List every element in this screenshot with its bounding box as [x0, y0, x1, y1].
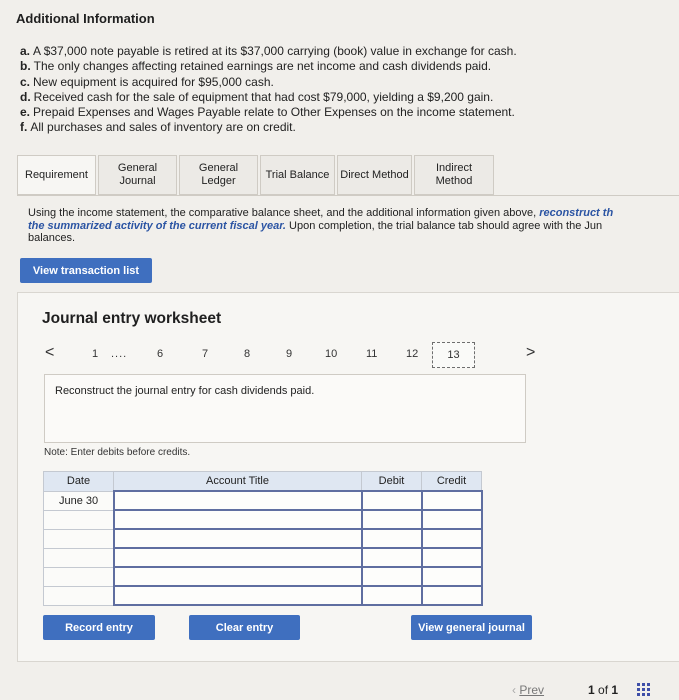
date-cell[interactable]: June 30	[44, 491, 114, 510]
entry-prompt: Reconstruct the journal entry for cash dividends paid.	[44, 374, 526, 443]
table-row	[44, 567, 482, 586]
pager-prev-icon[interactable]: <	[45, 344, 55, 361]
credit-column-header: Credit	[422, 472, 482, 492]
account-title-input[interactable]	[114, 529, 362, 548]
tab-requirement[interactable]: Requirement	[17, 155, 96, 195]
date-cell	[44, 529, 114, 548]
info-item: a. A $37,000 note payable is retired at its $37,000 carrying (book) value in exchange for cash.	[20, 44, 517, 58]
pager-page-8[interactable]: 8	[244, 348, 251, 360]
table-row	[44, 529, 482, 548]
credit-input[interactable]	[422, 586, 482, 605]
info-item: b. The only changes affecting retained earnings are net income and cash dividends paid.	[20, 59, 492, 74]
info-item: f. All purchases and sales of inventory are on credit.	[20, 120, 296, 135]
pager-page-9[interactable]: 9	[286, 348, 293, 360]
debit-input[interactable]	[362, 510, 422, 529]
account-title-input[interactable]	[114, 510, 362, 529]
pager-next-icon[interactable]: >	[526, 344, 536, 361]
worksheet-pager	[0, 343, 679, 367]
footer-prev-link[interactable]: ‹ Prev	[512, 683, 545, 697]
date-cell	[44, 567, 114, 586]
account-title-input[interactable]	[114, 586, 362, 605]
table-row	[44, 510, 482, 529]
account-title-input[interactable]	[114, 548, 362, 567]
account-title-column-header: Account Title	[114, 472, 362, 492]
debit-input[interactable]	[362, 491, 422, 510]
tab-indirect-method[interactable]: Indirect Method	[414, 155, 494, 195]
pager-ellipsis: ....	[111, 348, 128, 360]
table-row	[44, 548, 482, 567]
account-title-input[interactable]	[114, 491, 362, 510]
tab-bar	[17, 155, 496, 195]
additional-info-list	[20, 44, 517, 136]
credit-input[interactable]	[422, 567, 482, 586]
instructions: Using the income statement, the comparative balance sheet, and the additional information given above, reconstruct th the summarized activity of the current fiscal year. Upon completion, the trial balance tab should agree with the Jun balances.	[28, 207, 614, 244]
debit-input[interactable]	[362, 567, 422, 586]
tab-general-ledger[interactable]: General Ledger	[179, 155, 258, 195]
tab-divider	[17, 195, 679, 196]
worksheet-title: Journal entry worksheet	[42, 310, 222, 327]
pager-page-12[interactable]: 12	[406, 348, 419, 360]
debit-column-header: Debit	[362, 472, 422, 492]
table-row	[44, 491, 482, 510]
credit-input[interactable]	[422, 510, 482, 529]
date-column-header: Date	[44, 472, 114, 492]
credit-input[interactable]	[422, 548, 482, 567]
table-header-row	[44, 472, 482, 492]
record-entry-button[interactable]: Record entry	[43, 615, 155, 640]
info-item: c. New equipment is acquired for $95,000 cash.	[20, 74, 274, 89]
pager-page-10[interactable]: 10	[325, 348, 338, 360]
chevron-left-icon: ‹	[512, 683, 516, 697]
pager-page-6[interactable]: 6	[157, 348, 164, 360]
page-title: Additional Information	[16, 11, 155, 26]
clear-entry-button[interactable]: Clear entry	[189, 615, 300, 640]
journal-entry-table	[43, 471, 483, 606]
debit-credit-note: Note: Enter debits before credits.	[44, 447, 191, 458]
tab-direct-method[interactable]: Direct Method	[337, 155, 412, 195]
grid-menu-icon[interactable]	[637, 683, 651, 697]
view-general-journal-button[interactable]: View general journal	[411, 615, 532, 640]
debit-input[interactable]	[362, 529, 422, 548]
info-item: e. Prepaid Expenses and Wages Payable relate to Other Expenses on the income statement.	[20, 105, 515, 120]
credit-input[interactable]	[422, 529, 482, 548]
credit-input[interactable]	[422, 491, 482, 510]
pager-page-11[interactable]: 11	[366, 348, 378, 360]
footer-page-indicator: 1 of 1	[588, 683, 619, 697]
date-cell	[44, 586, 114, 605]
tab-trial-balance[interactable]: Trial Balance	[260, 155, 335, 195]
debit-input[interactable]	[362, 548, 422, 567]
pager-page-7[interactable]: 7	[202, 348, 209, 360]
view-transaction-list-button[interactable]: View transaction list	[20, 258, 152, 283]
account-title-input[interactable]	[114, 567, 362, 586]
date-cell	[44, 510, 114, 529]
debit-input[interactable]	[362, 586, 422, 605]
date-cell	[44, 548, 114, 567]
tab-general-journal[interactable]: General Journal	[98, 155, 177, 195]
table-row	[44, 586, 482, 605]
info-item: d. Received cash for the sale of equipment that had cost $79,000, yielding a $9,200 gain.	[20, 89, 494, 104]
pager-current-page[interactable]: 13	[432, 342, 475, 368]
pager-page-1[interactable]: 1	[92, 348, 99, 360]
